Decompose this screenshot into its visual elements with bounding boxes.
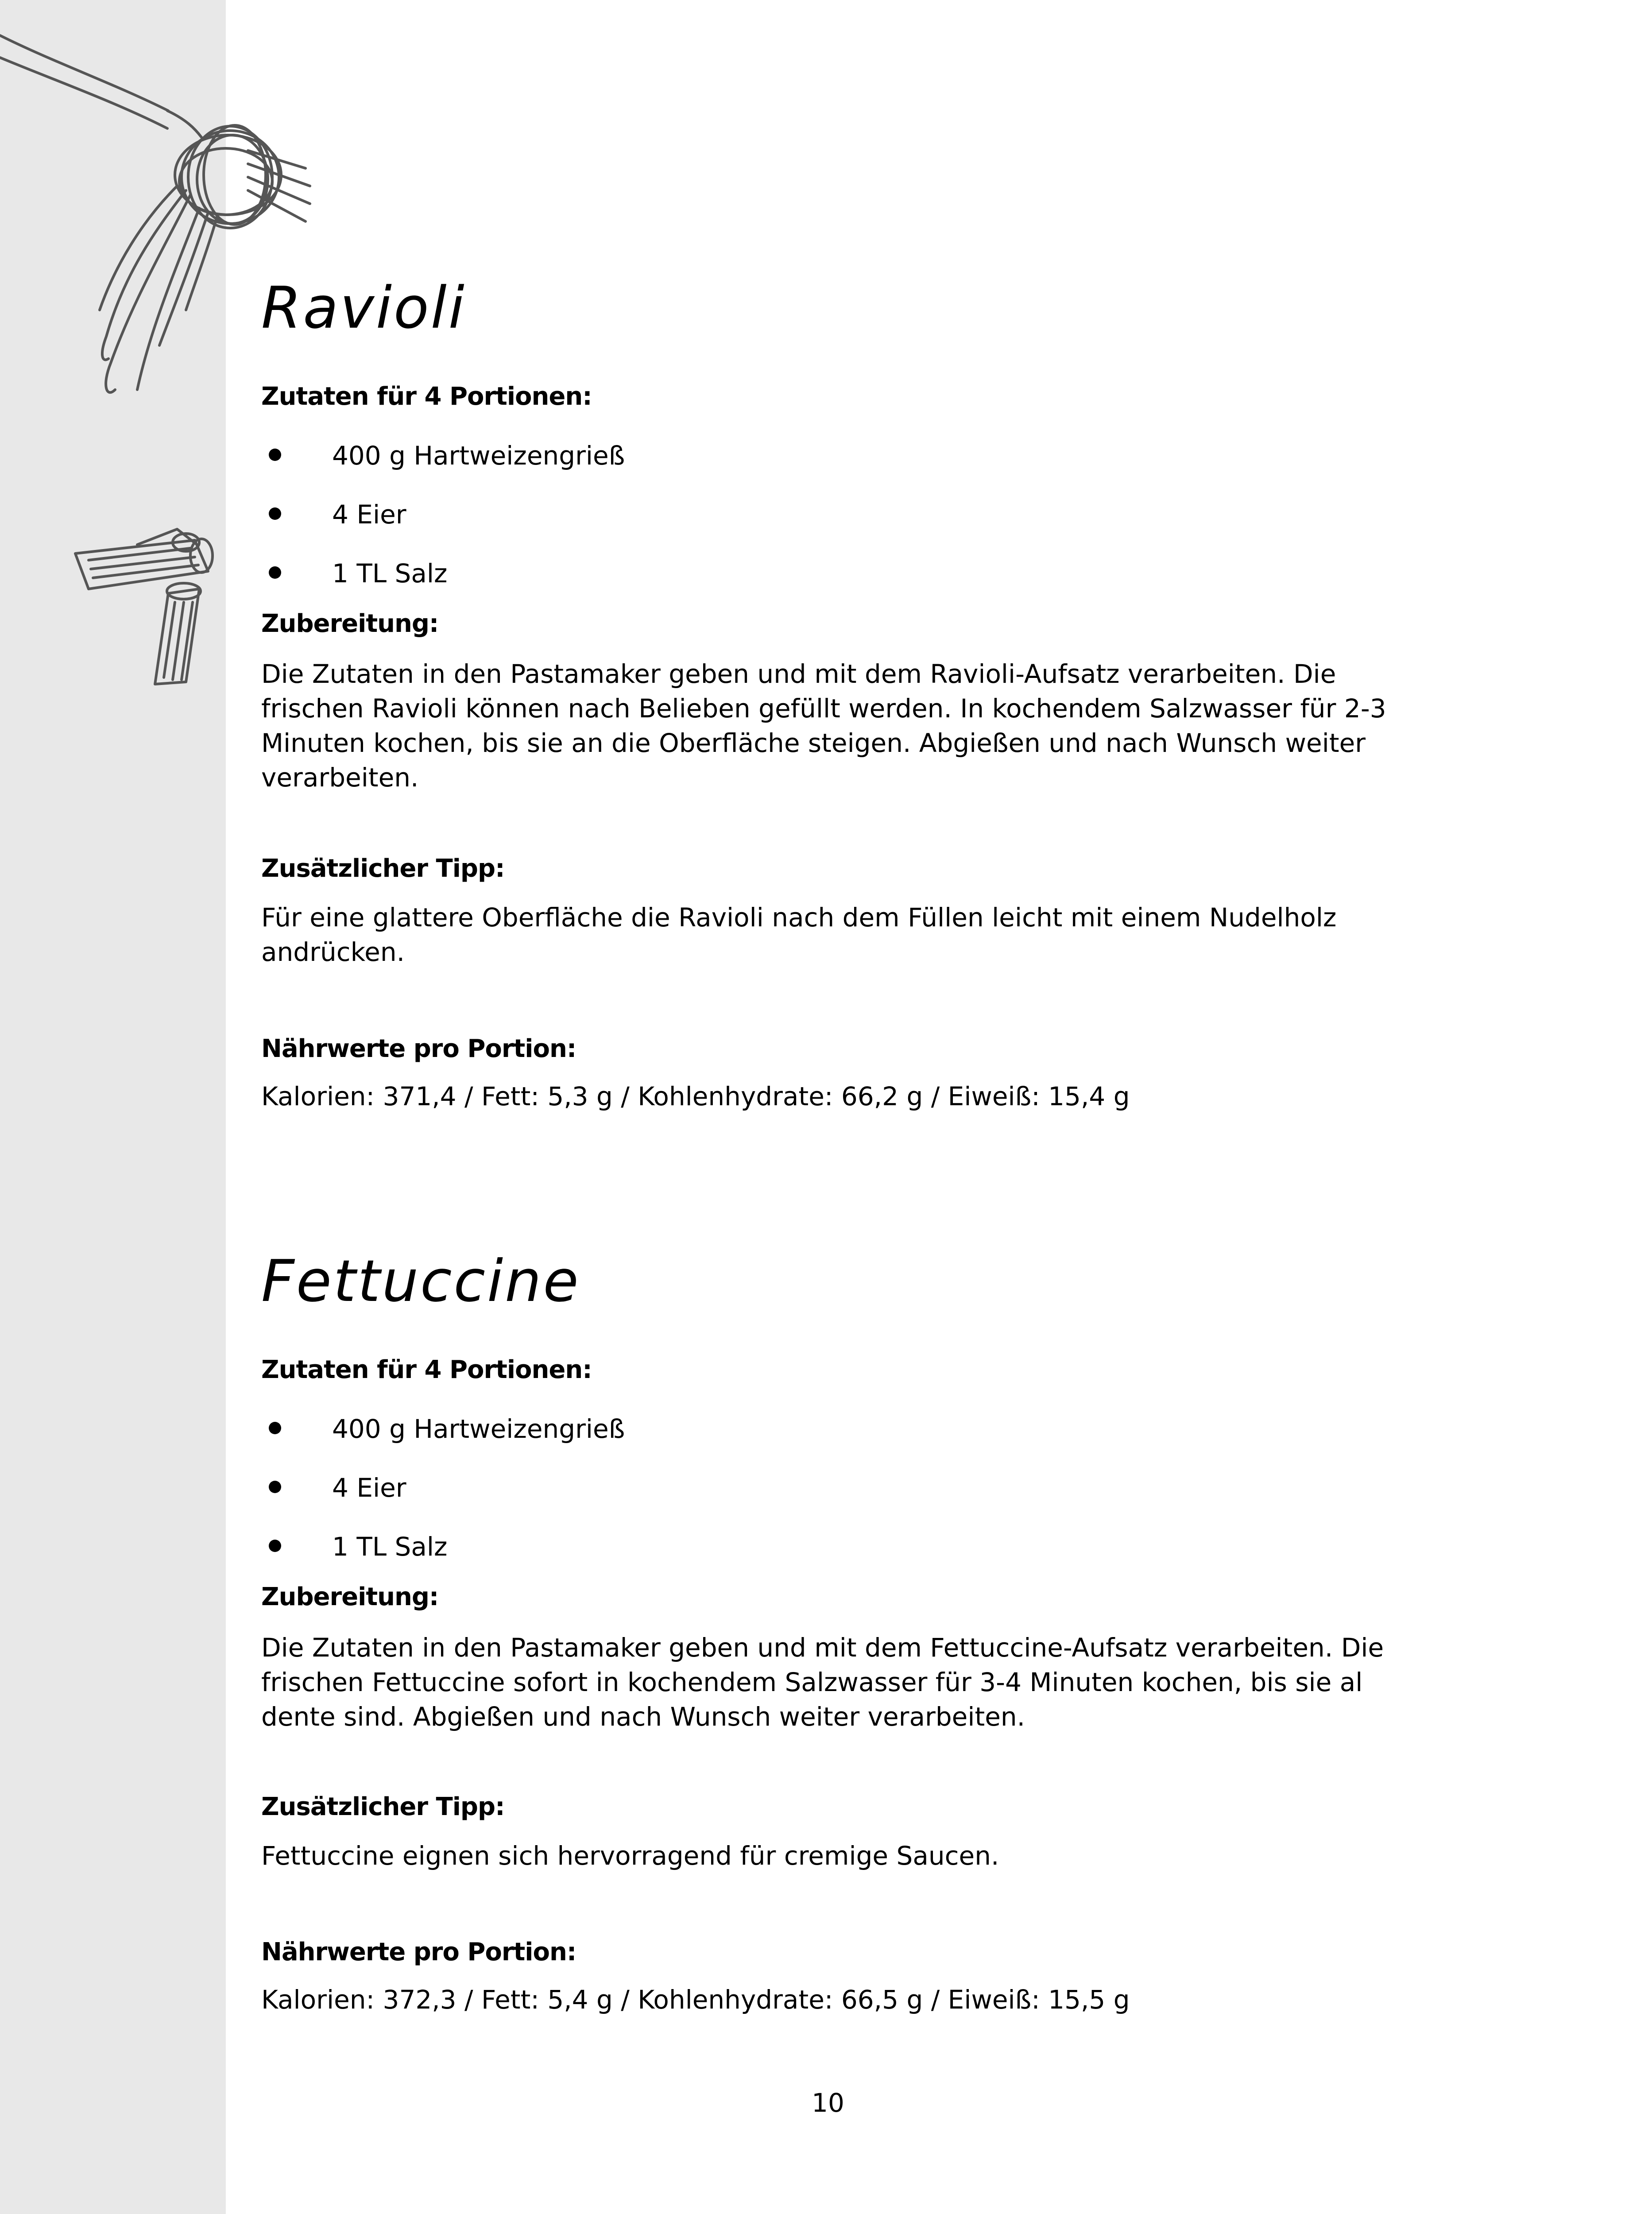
ingredient-text: 4 Eier — [332, 499, 406, 530]
bullet-icon — [269, 449, 281, 461]
tip-text: Für eine glattere Oberfläche die Ravioli nach dem Füllen leicht mit einem Nudelholz andrücken. — [261, 902, 1337, 967]
ingredient-text: 4 Eier — [332, 1473, 406, 1503]
ingredient-item — [332, 1414, 625, 1445]
bullet-icon — [269, 566, 281, 579]
ingredient-item — [332, 1532, 447, 1563]
recipe-title: Ravioli — [261, 274, 466, 341]
page-number: 10 — [812, 2088, 844, 2118]
tip-heading: Zusätzlicher Tipp: — [261, 854, 505, 883]
ingredient-text: 400 g Hartweizengrieß — [332, 1414, 625, 1444]
bullet-icon — [269, 507, 281, 520]
ingredient-text: 1 TL Salz — [332, 558, 448, 588]
preparation-text: Die Zutaten in den Pastamaker geben und mit dem Fettuccine-Aufsatz verarbeiten. Die frischen Fettuccine sofort in kochendem Salzwasser für 3-4 Minuten kochen, bis sie al dente sind. Abgießen und nach Wunsch weiter verarbeiten. — [261, 1633, 1384, 1732]
tip-heading: Zusätzlicher Tipp: — [261, 1792, 505, 1821]
tip-text: Fettuccine eignen sich hervorragend für cremige Saucen. — [261, 1841, 999, 1871]
ingredient-item — [332, 1473, 406, 1504]
ingredients-heading: Zutaten für 4 Portionen: — [261, 1355, 592, 1384]
ingredient-item — [332, 499, 406, 530]
ingredients-heading: Zutaten für 4 Portionen: — [261, 382, 592, 411]
nutrition-heading: Nährwerte pro Portion: — [261, 1034, 576, 1063]
ingredient-item — [332, 441, 625, 472]
recipe-title: Fettuccine — [261, 1247, 580, 1315]
nutrition-text: Kalorien: 372,3 / Fett: 5,4 g / Kohlenhydrate: 66,5 g / Eiweiß: 15,5 g — [261, 1985, 1130, 2015]
nutrition-heading: Nährwerte pro Portion: — [261, 1938, 576, 1966]
ingredient-text: 400 g Hartweizengrieß — [332, 441, 625, 471]
ingredient-item — [332, 558, 447, 589]
bullet-icon — [269, 1540, 281, 1552]
preparation-text: Die Zutaten in den Pastamaker geben und mit dem Ravioli-Aufsatz verarbeiten. Die frischen Ravioli können nach Belieben gefüllt werden. In kochendem Salzwasser für 2-3 Minuten kochen, bis sie an die Oberfläche steigen. Abgießen und nach Wunsch weiter verarbeiten. — [261, 659, 1386, 793]
bullet-icon — [269, 1481, 281, 1493]
preparation-heading: Zubereitung: — [261, 1583, 439, 1611]
preparation-heading: Zubereitung: — [261, 609, 439, 638]
nutrition-text: Kalorien: 371,4 / Fett: 5,3 g / Kohlenhydrate: 66,2 g / Eiweiß: 15,4 g — [261, 1081, 1130, 1111]
ingredient-text: 1 TL Salz — [332, 1532, 448, 1562]
bullet-icon — [269, 1422, 281, 1434]
